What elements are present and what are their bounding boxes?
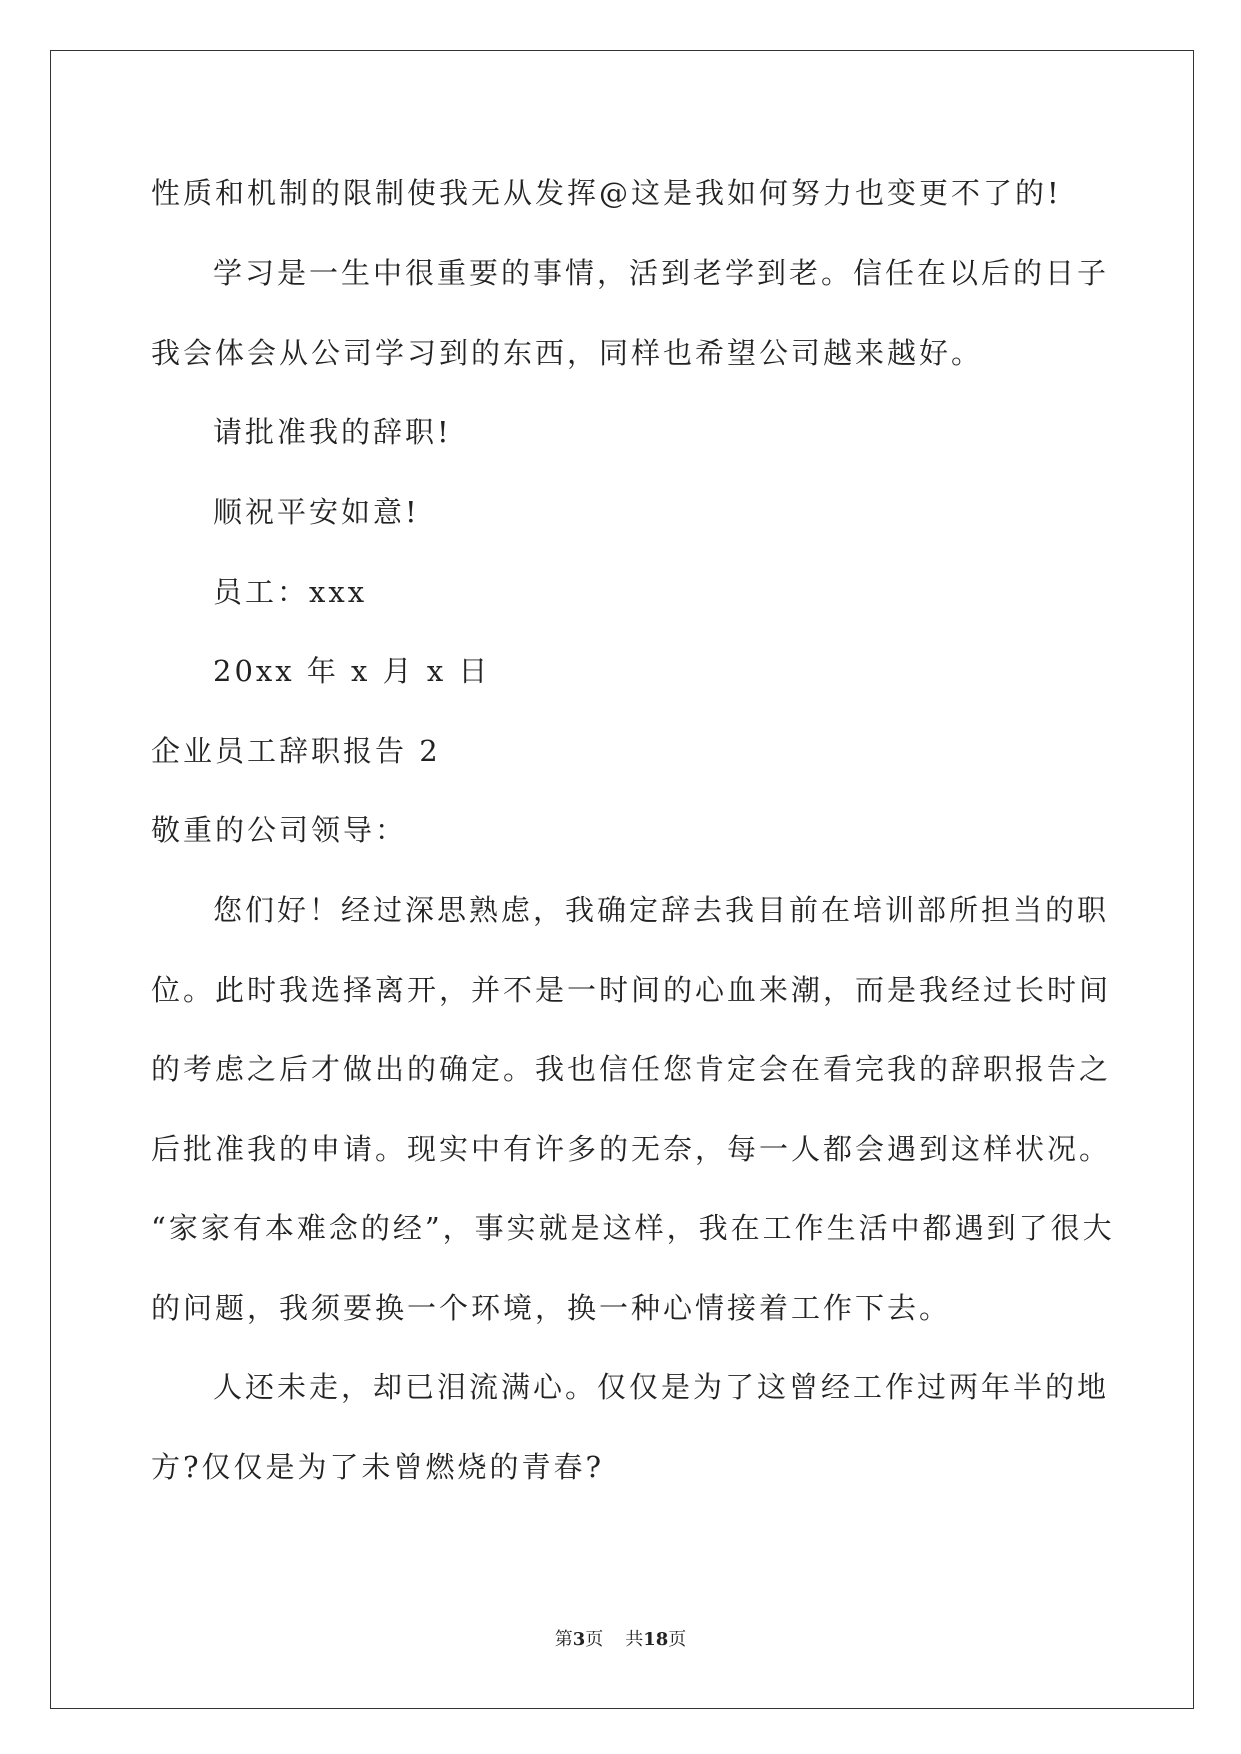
page-suffix: 页 xyxy=(585,1629,604,1650)
paragraph-line: 请批准我的辞职! xyxy=(213,415,452,449)
paragraph-line: 性质和机制的限制使我无从发挥@这是我如何努力也变更不了的! xyxy=(151,176,1062,210)
signature-line: 员工：xxx xyxy=(213,575,368,609)
section-heading: 企业员工辞职报告 2 xyxy=(151,734,441,768)
salutation: 敬重的公司领导： xyxy=(151,813,408,847)
paragraph-line: “家家有本难念的经”，事实就是这样，我在工作生活中都遇到了很大 xyxy=(151,1211,1115,1245)
page-prefix: 第 xyxy=(554,1629,573,1650)
paragraph-line: 的考虑之后才做出的确定。我也信任您肯定会在看完我的辞职报告之 xyxy=(151,1052,1112,1086)
paragraph-line: 方?仅仅是为了未曾燃烧的青春? xyxy=(151,1450,605,1484)
paragraph-line: 您们好！经过深思熟虑，我确定辞去我目前在培训部所担当的职 xyxy=(213,893,1110,927)
paragraph-line: 我会体会从公司学习到的东西，同样也希望公司越来越好。 xyxy=(151,336,984,370)
paragraph-line: 顺祝平安如意! xyxy=(213,495,420,529)
total-prefix: 共 xyxy=(625,1629,644,1650)
paragraph-line: 位。此时我选择离开，并不是一时间的心血来潮，而是我经过长时间 xyxy=(151,973,1112,1007)
paragraph-line: 的问题，我须要换一个环境，换一种心情接着工作下去。 xyxy=(151,1291,952,1325)
paragraph-line: 人还未走，却已泪流满心。仅仅是为了这曾经工作过两年半的地 xyxy=(213,1370,1110,1404)
page-number: 3 xyxy=(572,1629,586,1650)
total-pages: 18 xyxy=(643,1629,669,1650)
paragraph-line: 后批准我的申请。现实中有许多的无奈，每一人都会遇到这样状况。 xyxy=(151,1132,1112,1166)
total-suffix: 页 xyxy=(668,1629,687,1650)
page-footer xyxy=(0,1628,1241,1652)
paragraph-line: 学习是一生中很重要的事情，活到老学到老。信任在以后的日子 xyxy=(213,256,1110,290)
date-line: 20xx 年 x 月 x 日 xyxy=(213,654,491,688)
